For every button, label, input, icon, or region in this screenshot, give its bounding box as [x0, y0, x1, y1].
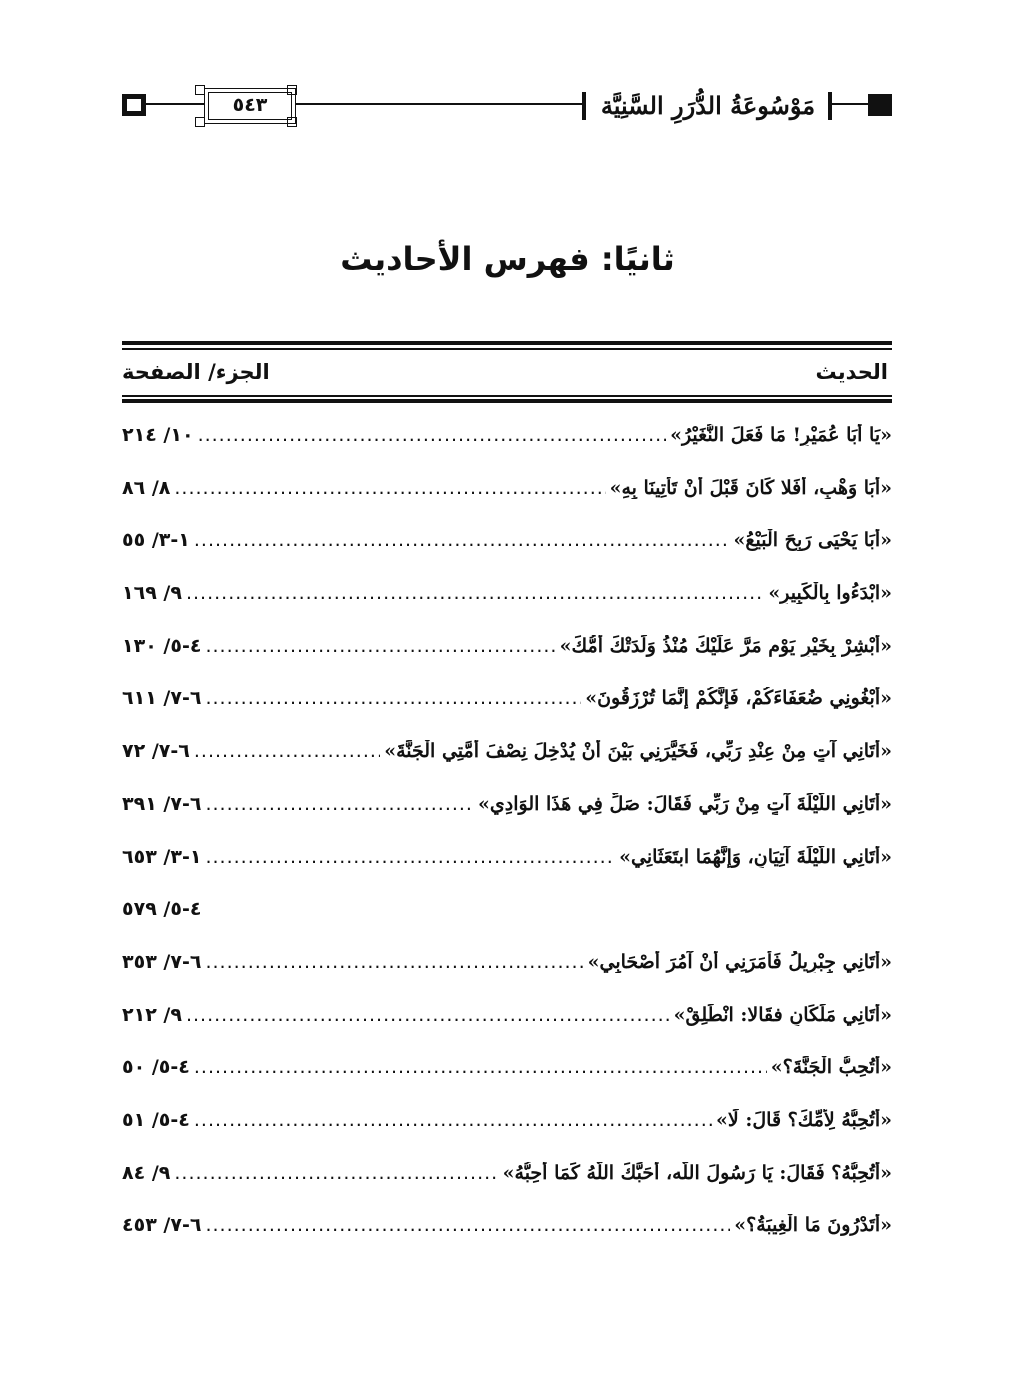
index-entry — [122, 1162, 892, 1215]
hadith-text: «أَتَانِي جِبْرِيلُ فَأَمَرَنِي أَنْ آمُرَ أَصْحَابِي» — [587, 950, 892, 973]
leader-dots — [205, 635, 555, 657]
index-entry — [122, 582, 892, 635]
leader-dots — [186, 582, 764, 604]
index-entry — [122, 687, 892, 740]
hadith-text: «أَتَانِي آتٍ مِنْ عِنْدِ رَبِّي، فَخَيَّرَنِي بَيْنَ أَنْ يُدْخِلَ نِصْفَ أُمَّتِي الْجَنَّةَ» — [384, 740, 892, 763]
index-entry — [122, 1214, 892, 1267]
header-ornament-left-square — [122, 94, 146, 116]
index-entry — [122, 1056, 892, 1109]
hadith-text: «ابْدَءُوا بِالْكَبِيرِ» — [768, 582, 892, 605]
index-entry — [122, 424, 892, 477]
leader-dots — [186, 1004, 670, 1026]
hadith-text: «أَبْغُونِي ضُعَفَاءَكُمْ، فَإِنَّكُمْ إِنَّمَا تُرْزَقُونَ» — [585, 687, 892, 710]
leader-dots — [205, 793, 474, 815]
volume-page-ref: ٤-٥/ ٥٧٩ — [122, 898, 202, 921]
leader-dots — [198, 424, 667, 446]
hadith-text: «أَتَانِي اللَّيْلَةَ آتٍ مِنْ رَبِّي فَقَالَ: صَلِّ فِي هَذَا الوَادِي» — [478, 792, 892, 815]
leader-dots — [194, 529, 730, 551]
volume-page-ref: ٦-٧/ ٧٢ — [122, 740, 190, 763]
volume-page-ref: ٤-٥/ ١٣٠ — [122, 634, 202, 657]
leader-dots — [205, 1214, 730, 1236]
header-rule-middle — [296, 103, 582, 105]
page-header — [122, 88, 892, 138]
leader-dots — [205, 687, 581, 709]
volume-page-ref: ٦-٧/ ٤٥٣ — [122, 1214, 202, 1237]
index-entry — [122, 635, 892, 688]
page-number-frame — [204, 88, 296, 124]
header-ornament-right-square — [868, 94, 892, 116]
volume-page-ref: ٩/ ١٦٩ — [122, 582, 182, 605]
volume-page-ref: ١-٣/ ٦٥٣ — [122, 845, 202, 868]
header-bar — [828, 92, 832, 120]
index-entry — [122, 846, 892, 899]
volume-page-ref: ١٠/ ٢١٤ — [122, 424, 194, 446]
header-rule-right — [832, 103, 868, 105]
volume-page-ref: ٦-٧/ ٣٥٣ — [122, 950, 202, 973]
header-rule-left — [146, 103, 204, 105]
leader-dots — [194, 1056, 767, 1078]
leader-dots — [205, 846, 615, 868]
index-entry — [122, 740, 892, 793]
volume-page-ref: ٦-٧/ ٦١١ — [122, 687, 202, 710]
volume-page-ref: ٩/ ٢١٢ — [122, 1003, 182, 1026]
hadith-text: «أَتُحِبُّهُ لِأُمِّكَ؟ قَالَ: لَا» — [716, 1108, 892, 1131]
page-number: ٥٤٣ — [232, 94, 268, 116]
column-title-hadith: الحديث — [815, 360, 888, 384]
volume-page-ref: ١-٣/ ٥٥ — [122, 529, 190, 552]
index-entry — [122, 793, 892, 846]
hadith-text: «يَا أَبَا عُمَيْرٍ! مَا فَعَلَ النُّغَيْرُ» — [670, 424, 892, 446]
frame-knot-icon — [195, 117, 205, 127]
index-entry — [122, 529, 892, 582]
frame-knot-icon — [287, 117, 297, 127]
leader-dots — [174, 477, 605, 499]
volume-page-ref: ٨/ ٨٦ — [122, 476, 171, 499]
hadith-text: «أَتَانِي اللَّيْلَةَ آتِيَانِ، وَإِنَّهُمَا ابتَعَثَانِي» — [619, 845, 892, 868]
column-header — [122, 356, 892, 392]
series-title: مَوْسُوعَةُ الدُّرَرِ السَّنِيَّة — [600, 91, 816, 120]
leader-dots — [194, 1109, 712, 1131]
leader-dots — [174, 1162, 498, 1184]
header-bottom-rule-thin — [122, 395, 892, 397]
table-top-rule-thin — [122, 348, 892, 350]
hadith-text: «أَتُحِبُّهُ؟ فَقَالَ: يَا رَسُولَ اللَّه، أَحَبَّكَ اللَّهُ كَمَا أُحِبُّهُ» — [502, 1161, 892, 1184]
hadith-text: «أَبْشِرْ بِخَيْرِ يَوْمٍ مَرَّ عَلَيْكَ مُنْذُ وَلَدَتْكَ أُمُّكَ» — [559, 634, 892, 657]
volume-page-ref: ٦-٧/ ٣٩١ — [122, 792, 202, 815]
index-entry — [122, 951, 892, 1004]
hadith-text: «أَتَدْرُونَ مَا الْغِيبَةُ؟» — [734, 1214, 892, 1237]
index-entry — [122, 1109, 892, 1162]
section-title: ثانيًا: فهرس الأحاديث — [340, 240, 675, 278]
table-top-rule — [122, 341, 892, 345]
volume-page-ref: ٤-٥/ ٥٠ — [122, 1056, 190, 1079]
frame-knot-icon — [195, 85, 205, 95]
volume-page-ref: ٤-٥/ ٥١ — [122, 1108, 190, 1131]
index-entry-continuation — [122, 898, 892, 951]
leader-dots — [194, 740, 380, 762]
leader-dots — [205, 951, 583, 973]
hadith-text: «أَبَا يَحْيَى رَبِحَ الْبَيْعُ» — [733, 529, 892, 552]
hadith-text: «أَتُحِبُّ الْجَنَّةَ؟» — [770, 1056, 892, 1079]
frame-knot-icon — [287, 85, 297, 95]
volume-page-ref: ٩/ ٨٤ — [122, 1161, 171, 1184]
hadith-text: «أَبَا وَهْبٍ، أَفَلا كَانَ قَبْلَ أَنْ تَأْتِينَا بِهِ» — [609, 476, 892, 499]
hadith-text: «أَتَانِي مَلَكَانِ فقَالا: انْطَلِقْ» — [673, 1003, 892, 1026]
header-bar — [582, 92, 586, 120]
header-bottom-rule — [122, 399, 892, 403]
index-entry — [122, 1004, 892, 1057]
hadith-index-list — [122, 424, 892, 1267]
column-title-volume-page: الجزء/ الصفحة — [122, 360, 270, 384]
index-entry — [122, 477, 892, 530]
